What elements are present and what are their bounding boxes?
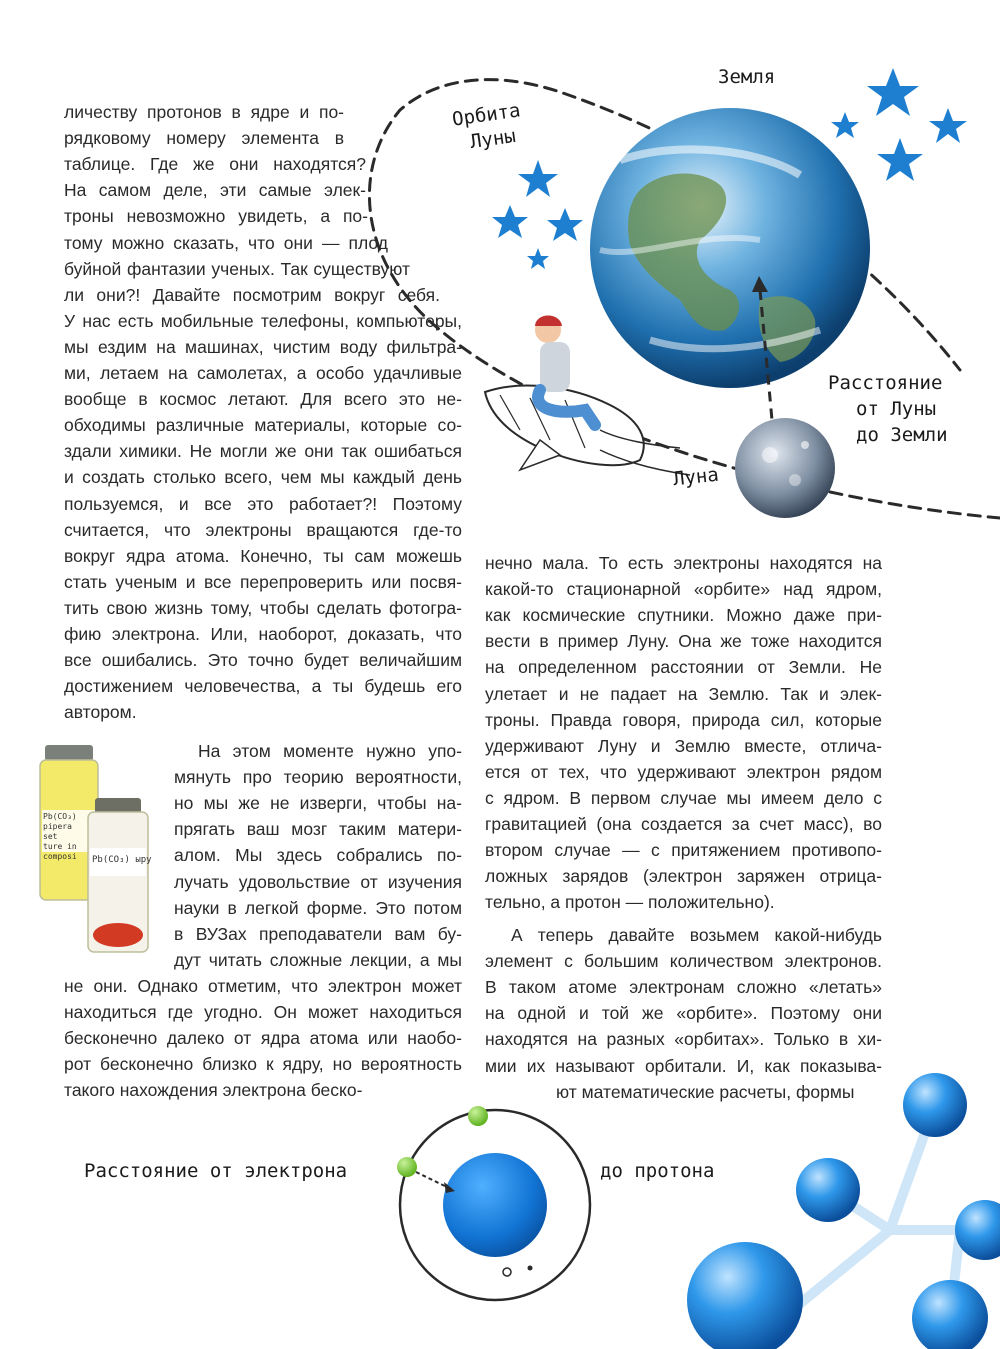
text-line: ют математические расчеты, формы bbox=[556, 1081, 855, 1102]
molecule-model bbox=[687, 1073, 1000, 1349]
label-moon-orbit-2: Луны bbox=[468, 124, 518, 154]
text-line: в ВУЗах преподаватели вам бу- bbox=[174, 923, 462, 944]
text-line: на одной и той же «орбите». Поэтому они bbox=[485, 1003, 882, 1024]
vial1-label-line: ture in bbox=[43, 842, 77, 851]
text-line: все ошибались. Это точно будет величайшим bbox=[64, 650, 462, 671]
text-line: как космические спутники. Можно даже при- bbox=[485, 605, 882, 626]
text-line: такого нахождения электрона беско- bbox=[64, 1080, 363, 1101]
text-line: мы ездим на машинах, чистим воду фильтра- bbox=[64, 336, 462, 357]
text-line: рядковому номеру элемента в bbox=[64, 128, 344, 149]
text-line: вести в пример Луну. Она же тоже находится bbox=[485, 631, 882, 652]
vial1-label-line: Pb(CO₃) pipera bbox=[43, 812, 77, 831]
text-line: находятся на разных «орбитах». Только в хи- bbox=[485, 1029, 882, 1050]
label-distance-3: до Земли bbox=[856, 424, 948, 446]
vial1-label-line: set bbox=[43, 832, 58, 841]
label-distance-1: Расстояние bbox=[828, 372, 943, 394]
text-line: троны невозможно увидеть, а по- bbox=[64, 206, 368, 227]
text-line: достижением человечества, а ты будешь его bbox=[64, 676, 462, 697]
text-line: А теперь давайте возьмем какой-нибудь bbox=[511, 925, 882, 945]
text-line: улетает и не падает на Землю. Так и элек- bbox=[485, 683, 882, 704]
text-line: На этом моменте нужно упо- bbox=[198, 741, 462, 761]
text-line: вообще в космос летают. Для всего это не- bbox=[64, 389, 462, 410]
text-line: ется от тех, что удерживают электрон рядом bbox=[485, 761, 882, 782]
text-line: рот бесконечно близко к ядру, но вероятность bbox=[64, 1054, 462, 1075]
label-distance-2: от Луны bbox=[856, 398, 937, 420]
vial1-label bbox=[43, 812, 95, 862]
text-line: гравитацией (она создается за счет масс), во bbox=[485, 814, 882, 834]
text-line: тому можно сказать, что они — плод bbox=[64, 232, 388, 253]
label-electron-distance-right: до протона bbox=[600, 1160, 715, 1182]
text-line: троны. Правда говоря, природа сил, которые bbox=[485, 709, 882, 730]
text-line: удерживают Луну и Землю вместе, отлича- bbox=[485, 735, 882, 756]
text-line: алом. Мы здесь собрались по- bbox=[174, 845, 462, 866]
moon-sphere bbox=[735, 418, 835, 518]
text-line: науки в легкой форме. Это потом bbox=[174, 897, 462, 918]
label-moon-orbit-1: Орбита bbox=[450, 99, 522, 131]
text-line: мии их называют орбитали. И, как показыва- bbox=[485, 1055, 882, 1076]
text-line: втором случае — с притяжением противопо- bbox=[485, 840, 882, 861]
text-line: вокруг ядра атома. Конечно, ты сам можешь bbox=[64, 545, 462, 566]
text-line: стать ученым и все перепроверить или посвя- bbox=[64, 571, 462, 592]
text-line: какой-то стационарной «орбите» над ядром, bbox=[485, 579, 882, 600]
text-line: с ядром. В первом случае мы имеем дело с bbox=[485, 787, 882, 808]
text-line: элемент с большим количеством электронов. bbox=[485, 951, 882, 972]
text-line: здали химики. Не могли же они так ошибаться bbox=[64, 441, 462, 462]
text-line: лучать удовольствие от изучения bbox=[174, 871, 462, 892]
text-line: дут читать сложные лекции, а мы bbox=[174, 949, 462, 970]
text-line: на определенном расстоянии от Земли. Не bbox=[485, 657, 882, 678]
text-line: мянуть про теорию вероятности, bbox=[174, 767, 462, 788]
text-line: считается, что электроны вращаются где-то bbox=[64, 519, 462, 540]
text-line: но мы же не изверги, чтобы на- bbox=[174, 793, 462, 814]
text-line: бесконечно далеко от ядра атома или наобо- bbox=[64, 1028, 462, 1049]
text-line: автором. bbox=[64, 702, 137, 723]
text-line: нечно мала. То есть электроны находятся на bbox=[485, 553, 882, 573]
atom-diagram bbox=[397, 1106, 590, 1300]
text-line: ли они?! Давайте посмотрим вокруг себя. bbox=[64, 284, 440, 305]
text-line: фию электрона. Или, наоборот, доказать, что bbox=[64, 624, 462, 644]
label-electron-distance-left: Расстояние от электрона bbox=[84, 1160, 348, 1182]
text-line: В таком атоме электронам сложно «летать» bbox=[485, 977, 882, 998]
text-line: и создать столько всего, чем мы каждый день bbox=[64, 467, 462, 488]
text-line: прягать ваш мозг таким матери- bbox=[174, 819, 462, 840]
text-line: пользуемся, и все это работает?! Поэтому bbox=[64, 493, 462, 514]
text-line: ми, летаем на самолетах, а особо удачливые bbox=[64, 363, 462, 383]
text-line: На самом деле, эти самые элек- bbox=[64, 180, 366, 201]
earth-globe bbox=[590, 108, 870, 388]
text-line: личеству протонов в ядре и по- bbox=[64, 102, 344, 122]
label-moon: Луна bbox=[671, 463, 720, 491]
text-line: У нас есть мобильные телефоны, компьютеры, bbox=[64, 310, 462, 331]
text-line: тить свою жизнь тому, чтобы сделать фотогра- bbox=[64, 597, 462, 618]
text-line: находиться где угодно. Он может находиться bbox=[64, 1002, 462, 1022]
vial2-label: Pb(CO₃) ыру bbox=[92, 855, 152, 865]
label-earth: Земля bbox=[718, 66, 776, 88]
text-line: не они. Однако отметим, что электрон может bbox=[64, 975, 462, 996]
text-line: таблице. Где же они находятся? bbox=[64, 154, 366, 175]
text-line: ложных зарядов (электрон заряжен отрица- bbox=[485, 866, 882, 887]
text-line: обходимы различные материалы, которые со- bbox=[64, 415, 462, 436]
vial1-label-line: composi bbox=[43, 852, 77, 861]
text-line: буйной фантазии ученых. Так существуют bbox=[64, 258, 410, 279]
text-line: тельно, а протон — положительно). bbox=[485, 892, 775, 913]
